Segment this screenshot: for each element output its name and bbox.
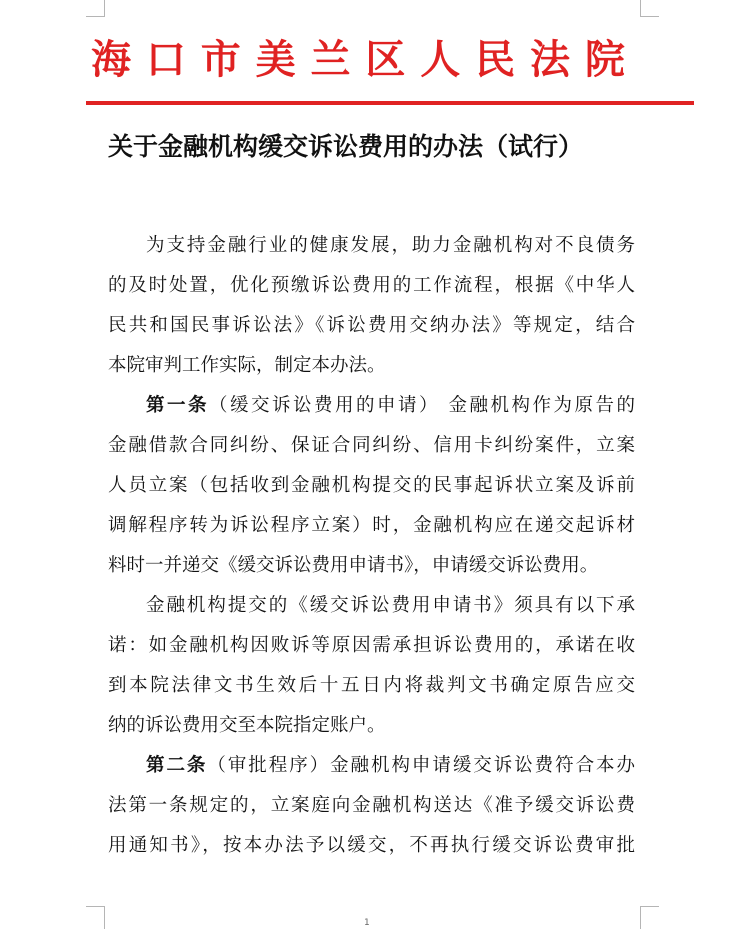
court-name-char: 美	[255, 36, 296, 83]
body-line: 人员立案（包括收到金融机构提交的民事起诉状立案及诉前	[108, 475, 635, 496]
court-name-char: 法	[530, 36, 570, 83]
court-name-char: 市	[200, 36, 241, 83]
article-line	[108, 386, 635, 426]
article-number: 第二条	[146, 755, 208, 776]
document-body	[108, 226, 635, 866]
court-name-char: 兰	[310, 36, 351, 83]
court-name-char: 海	[91, 36, 131, 83]
page-number: 1	[364, 918, 370, 928]
court-name-char: 人	[420, 36, 461, 83]
article-line	[108, 746, 635, 786]
crop-mark-top-left	[86, 0, 105, 17]
crop-mark-top-right	[640, 0, 659, 17]
body-line: 为支持金融行业的健康发展，助力金融机构对不良债务	[146, 235, 635, 256]
body-line: 本院审判工作实际，制定本办法。	[108, 355, 386, 376]
court-name-char: 民	[475, 36, 516, 83]
body-line: 到本院法律文书生效后十五日内将裁判文书确定原告应交	[108, 675, 635, 696]
body-line: 料时一并递交《缓交诉讼费用申请书》，申请缓交诉讼费用。	[108, 555, 599, 576]
body-line: 金融借款合同纠纷、保证合同纠纷、信用卡纠纷案件，立案	[108, 435, 635, 456]
crop-mark-bottom-right	[640, 906, 659, 929]
body-line: 纳的诉讼费用交至本院指定账户。	[108, 715, 386, 736]
article-number: 第一条	[146, 395, 210, 416]
body-line: 法第一条规定的，立案庭向金融机构送达《准予缓交诉讼费	[108, 795, 635, 816]
body-line: 用通知书》，按本办法予以缓交，不再执行缓交诉讼费审批	[108, 835, 635, 856]
red-divider-line	[86, 101, 694, 105]
crop-mark-bottom-left	[86, 906, 105, 929]
court-name-header	[88, 24, 628, 88]
body-line: 诺：如金融机构因败诉等原因需承担诉讼费用的，承诺在收	[108, 635, 635, 656]
body-line: 调解程序转为诉讼程序立案）时，金融机构应在递交起诉材	[108, 515, 635, 536]
court-name-char: 区	[365, 36, 406, 83]
body-line: 的及时处置，优化预缴诉讼费用的工作流程，根据《中华人	[108, 275, 635, 296]
body-line: 金融机构提交的《缓交诉讼费用申请书》须具有以下承	[146, 595, 635, 616]
court-name-char: 院	[584, 36, 625, 83]
body-text-run: （审批程序）金融机构申请缓交诉讼费符合本办	[207, 755, 635, 776]
body-line: 民共和国民事诉讼法》《诉讼费用交纳办法》等规定，结合	[108, 315, 635, 336]
body-text-run: （缓交诉讼费用的申请） 金融机构作为原告的	[209, 395, 635, 416]
court-name-char: 口	[145, 36, 186, 83]
document-title: 关于金融机构缓交诉讼费用的办法（试行）	[108, 132, 584, 161]
